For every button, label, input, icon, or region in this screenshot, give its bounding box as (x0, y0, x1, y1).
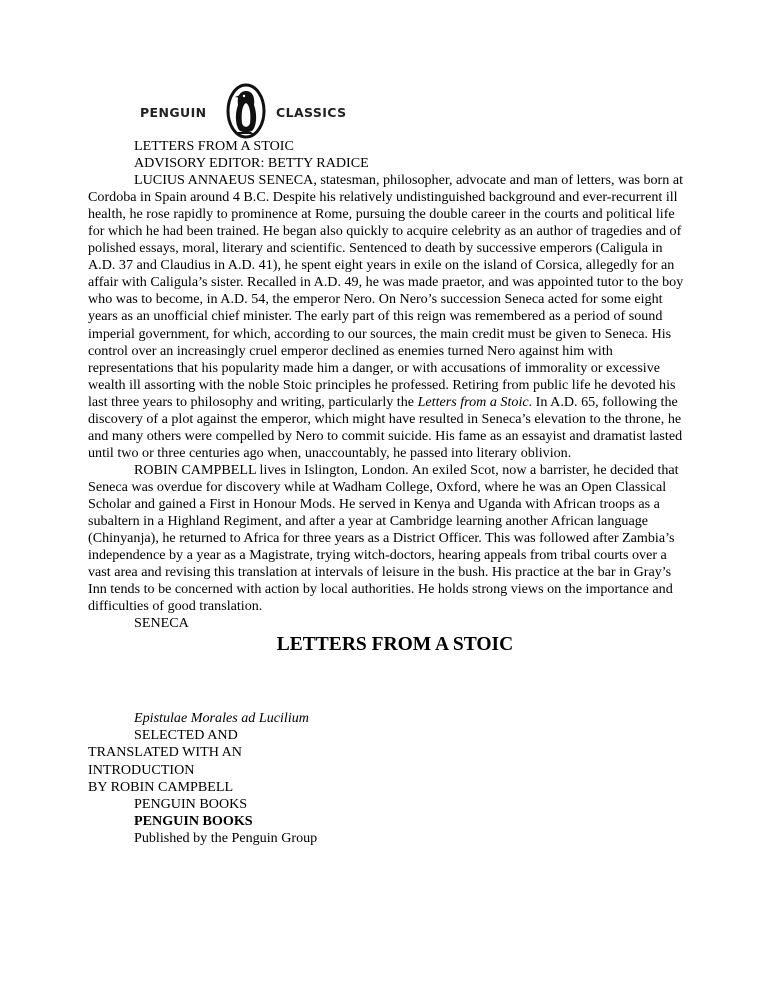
seneca-biography (88, 172, 688, 462)
latin-title (88, 710, 688, 727)
seneca-biography-italic-title: Letters from a Stoic (417, 393, 529, 410)
publisher-group: Published by the Penguin Group (134, 829, 318, 846)
credit-line-4: BY ROBIN CAMPBELL (88, 778, 234, 795)
penguin-classics-logo (138, 83, 360, 139)
document-body (88, 138, 688, 847)
credit-line-2: TRANSLATED WITH AN (88, 744, 242, 761)
seneca-biography-part2: . In A.D. 65, following the discovery of a plot against the emperor, which might have resulted in Seneca’s elevation to the throne, he and many others were compelled by Nero to commit suicide. His fame as an essayist and dramatist lasted until two or three centuries ago when, unaccountably, he passed into literary oblivion. (88, 393, 683, 461)
logo-word-penguin: PENGUIN (140, 105, 207, 120)
publisher-imprint-bold-text: PENGUIN BOOKS (134, 812, 253, 829)
latin-title-text: Epistulae Morales ad Lucilium (134, 710, 309, 727)
publisher-imprint: PENGUIN BOOKS (134, 795, 248, 812)
logo-word-classics: CLASSICS (276, 105, 347, 120)
spacer (88, 656, 688, 710)
book-title-line: LETTERS FROM A STOIC (134, 138, 294, 154)
advisory-editor: ADVISORY EDITOR: BETTY RADICE (134, 155, 369, 172)
credit-line-3: INTRODUCTION (88, 761, 195, 778)
campbell-biography: ROBIN CAMPBELL lives in Islington, London. An exiled Scot, now a barrister, he decided that Seneca was overdue for discovery while at Wadham College, Oxford, where he was an Open Classical Scholar and gained a First in Honour Mods. He served in Kenya and Uganda with African troops as a subaltern in a Highland Regiment, and after a year at Cambridge learning another African language (Chinyanja), he returned to Africa for three years as a District Officer. This was followed after Zambia’s independence by a year as a Magistrate, trying witch-doctors, hearing appeals from tribal courts over a vast area and revising this translation at intervals of leisure in the bush. His practice at the bar in Gray’s Inn tends to be concerned with action by local authorities. He holds strong views on the importance and difficulties of good translation. (88, 461, 679, 615)
main-title: LETTERS FROM A STOIC (276, 634, 514, 656)
seneca-biography-part1: LUCIUS ANNAEUS SENECA, statesman, philosopher, advocate and man of letters, was born at Cordoba in Spain around 4 B.C. Despite his relatively undistinguished background and ever-recurrent ill health, he rose rapidly to prominence at Rome, pursuing the double career in the courts and political life for which he had been trained. He began also quickly to acquire celebrity as an author of tragedies and of polished essays, moral, literary and scientific. Sentenced to death by successive emperors (Caligula in A.D. 37 and Claudius in A.D. 41), he spent eight years in exile on the island of Corsica, allegedly for an affair with Caligula’s sister. Recalled in A.D. 49, he was made praetor, and was appointed tutor to the boy who was to become, in A.D. 54, the emperor Nero. On Nero’s succession Seneca acted for some eight years as an unofficial chief minister. The early part of this reign was remembered as a period of sound imperial government, for which, according to our sources, the main credit must be given to Seneca. His control over an increasingly cruel emperor declined as enemies turned Nero against him with representations that his popularity made him a danger, or with accusations of immorality or excessive wealth ill assorting with the noble Stoic principles he professed. Retiring from public life he devoted his last three years to philosophy and writing, particularly the (88, 172, 684, 410)
author-line: SENECA (134, 615, 189, 632)
penguin-icon (226, 83, 266, 139)
publisher-imprint-bold (88, 813, 688, 830)
credit-line-1: SELECTED AND (134, 727, 238, 744)
